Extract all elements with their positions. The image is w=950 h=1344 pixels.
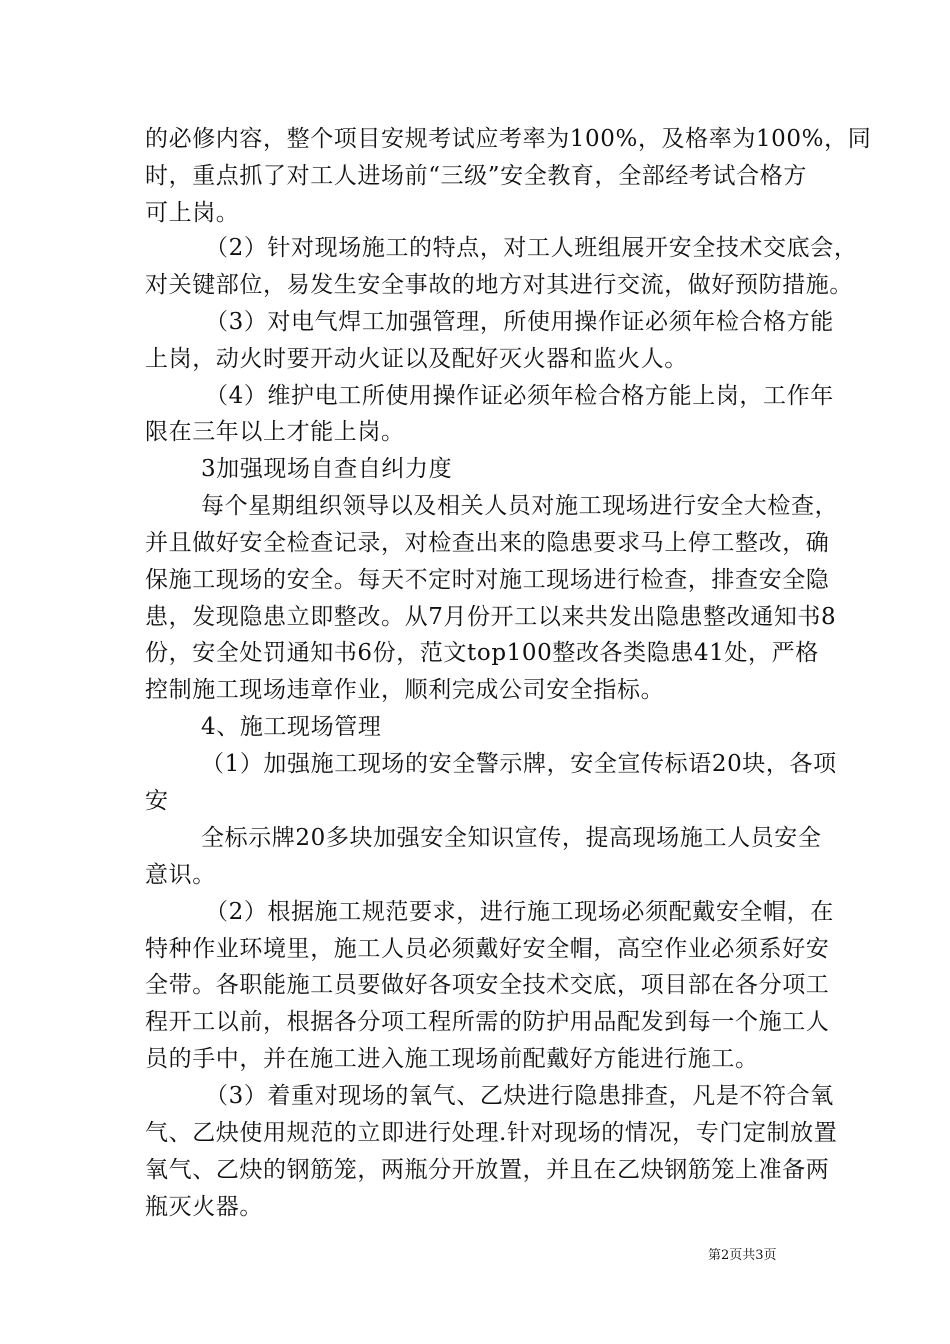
text-line: 每个星期组织领导以及相关人员对施工现场进行安全大检查， <box>201 493 839 519</box>
text-line: 并且做好安全检查记录，对检查出来的隐患要求马上停工整改，确 <box>145 530 830 556</box>
text-line: （4）维护电工所使用操作证必须年检合格方能上岗，工作年 <box>205 383 834 409</box>
text-line: （1）加强施工现场的安全警示牌，安全宣传标语20块，各项 <box>201 751 837 777</box>
text-line: 安 <box>145 788 169 814</box>
section-heading: 4、施工现场管理 <box>201 714 382 740</box>
text-line: 份，安全处罚通知书6份，范文top100整改各类隐患41处，严格 <box>145 640 819 666</box>
text-line: 保施工现场的安全。每天不定时对施工现场进行检查，排查安全隐 <box>145 567 830 593</box>
text-line: 可上岗。 <box>145 200 240 226</box>
text-line: 员的手中，并在施工进入施工现场前配戴好方能进行施工。 <box>145 1046 759 1072</box>
text-line: 全标示牌20多块加强安全知识宣传，提高现场施工人员安全 <box>201 825 822 851</box>
text-line: 上岗，动火时要开动火证以及配好灭火器和监火人。 <box>145 346 688 372</box>
text-line: 的必修内容，整个项目安规考试应考率为100%，及格率为100%，同 <box>145 126 872 152</box>
text-line: 限在三年以上才能上岗。 <box>145 419 405 445</box>
text-line: 对关键部位，易发生安全事故的地方对其进行交流，做好预防措施。 <box>145 272 853 298</box>
page-number: 第2页共3页 <box>708 1248 777 1263</box>
text-line: （3）着重对现场的氧气、乙炔进行隐患排查，凡是不符合氧 <box>205 1083 834 1109</box>
text-line: 氧气、乙炔的钢筋笼，两瓶分开放置，并且在乙炔钢筋笼上准备两 <box>145 1157 830 1183</box>
text-line: （3）对电气焊工加强管理，所使用操作证必须年检合格方能 <box>205 309 834 335</box>
text-line: 意识。 <box>145 862 216 888</box>
text-line: 特种作业环境里，施工人员必须戴好安全帽，高空作业必须系好安 <box>145 936 830 962</box>
section-heading: 3加强现场自查自纠力度 <box>201 456 453 482</box>
text-line: 时，重点抓了对工人进场前“三级”安全教育，全部经考试合格方 <box>145 163 807 189</box>
text-line: （2）针对现场施工的特点，对工人班组展开安全技术交底会， <box>205 235 858 261</box>
text-line: 全带。各职能施工员要做好各项安全技术交底，项目部在各分项工 <box>145 972 830 998</box>
text-line: 患，发现隐患立即整改。从7月份开工以来共发出隐患整改通知书8 <box>145 604 837 630</box>
text-line: 气、乙炔使用规范的立即进行处理.针对现场的情况，专门定制放置 <box>145 1120 838 1146</box>
text-line: （2）根据施工规范要求，进行施工现场必须配戴安全帽，在 <box>205 899 834 925</box>
text-line: 程开工以前，根据各分项工程所需的防护用品配发到每一个施工人 <box>145 1009 830 1035</box>
text-line: 控制施工现场违章作业，顺利完成公司安全指标。 <box>145 677 665 703</box>
text-line: 瓶灭火器。 <box>145 1194 263 1220</box>
